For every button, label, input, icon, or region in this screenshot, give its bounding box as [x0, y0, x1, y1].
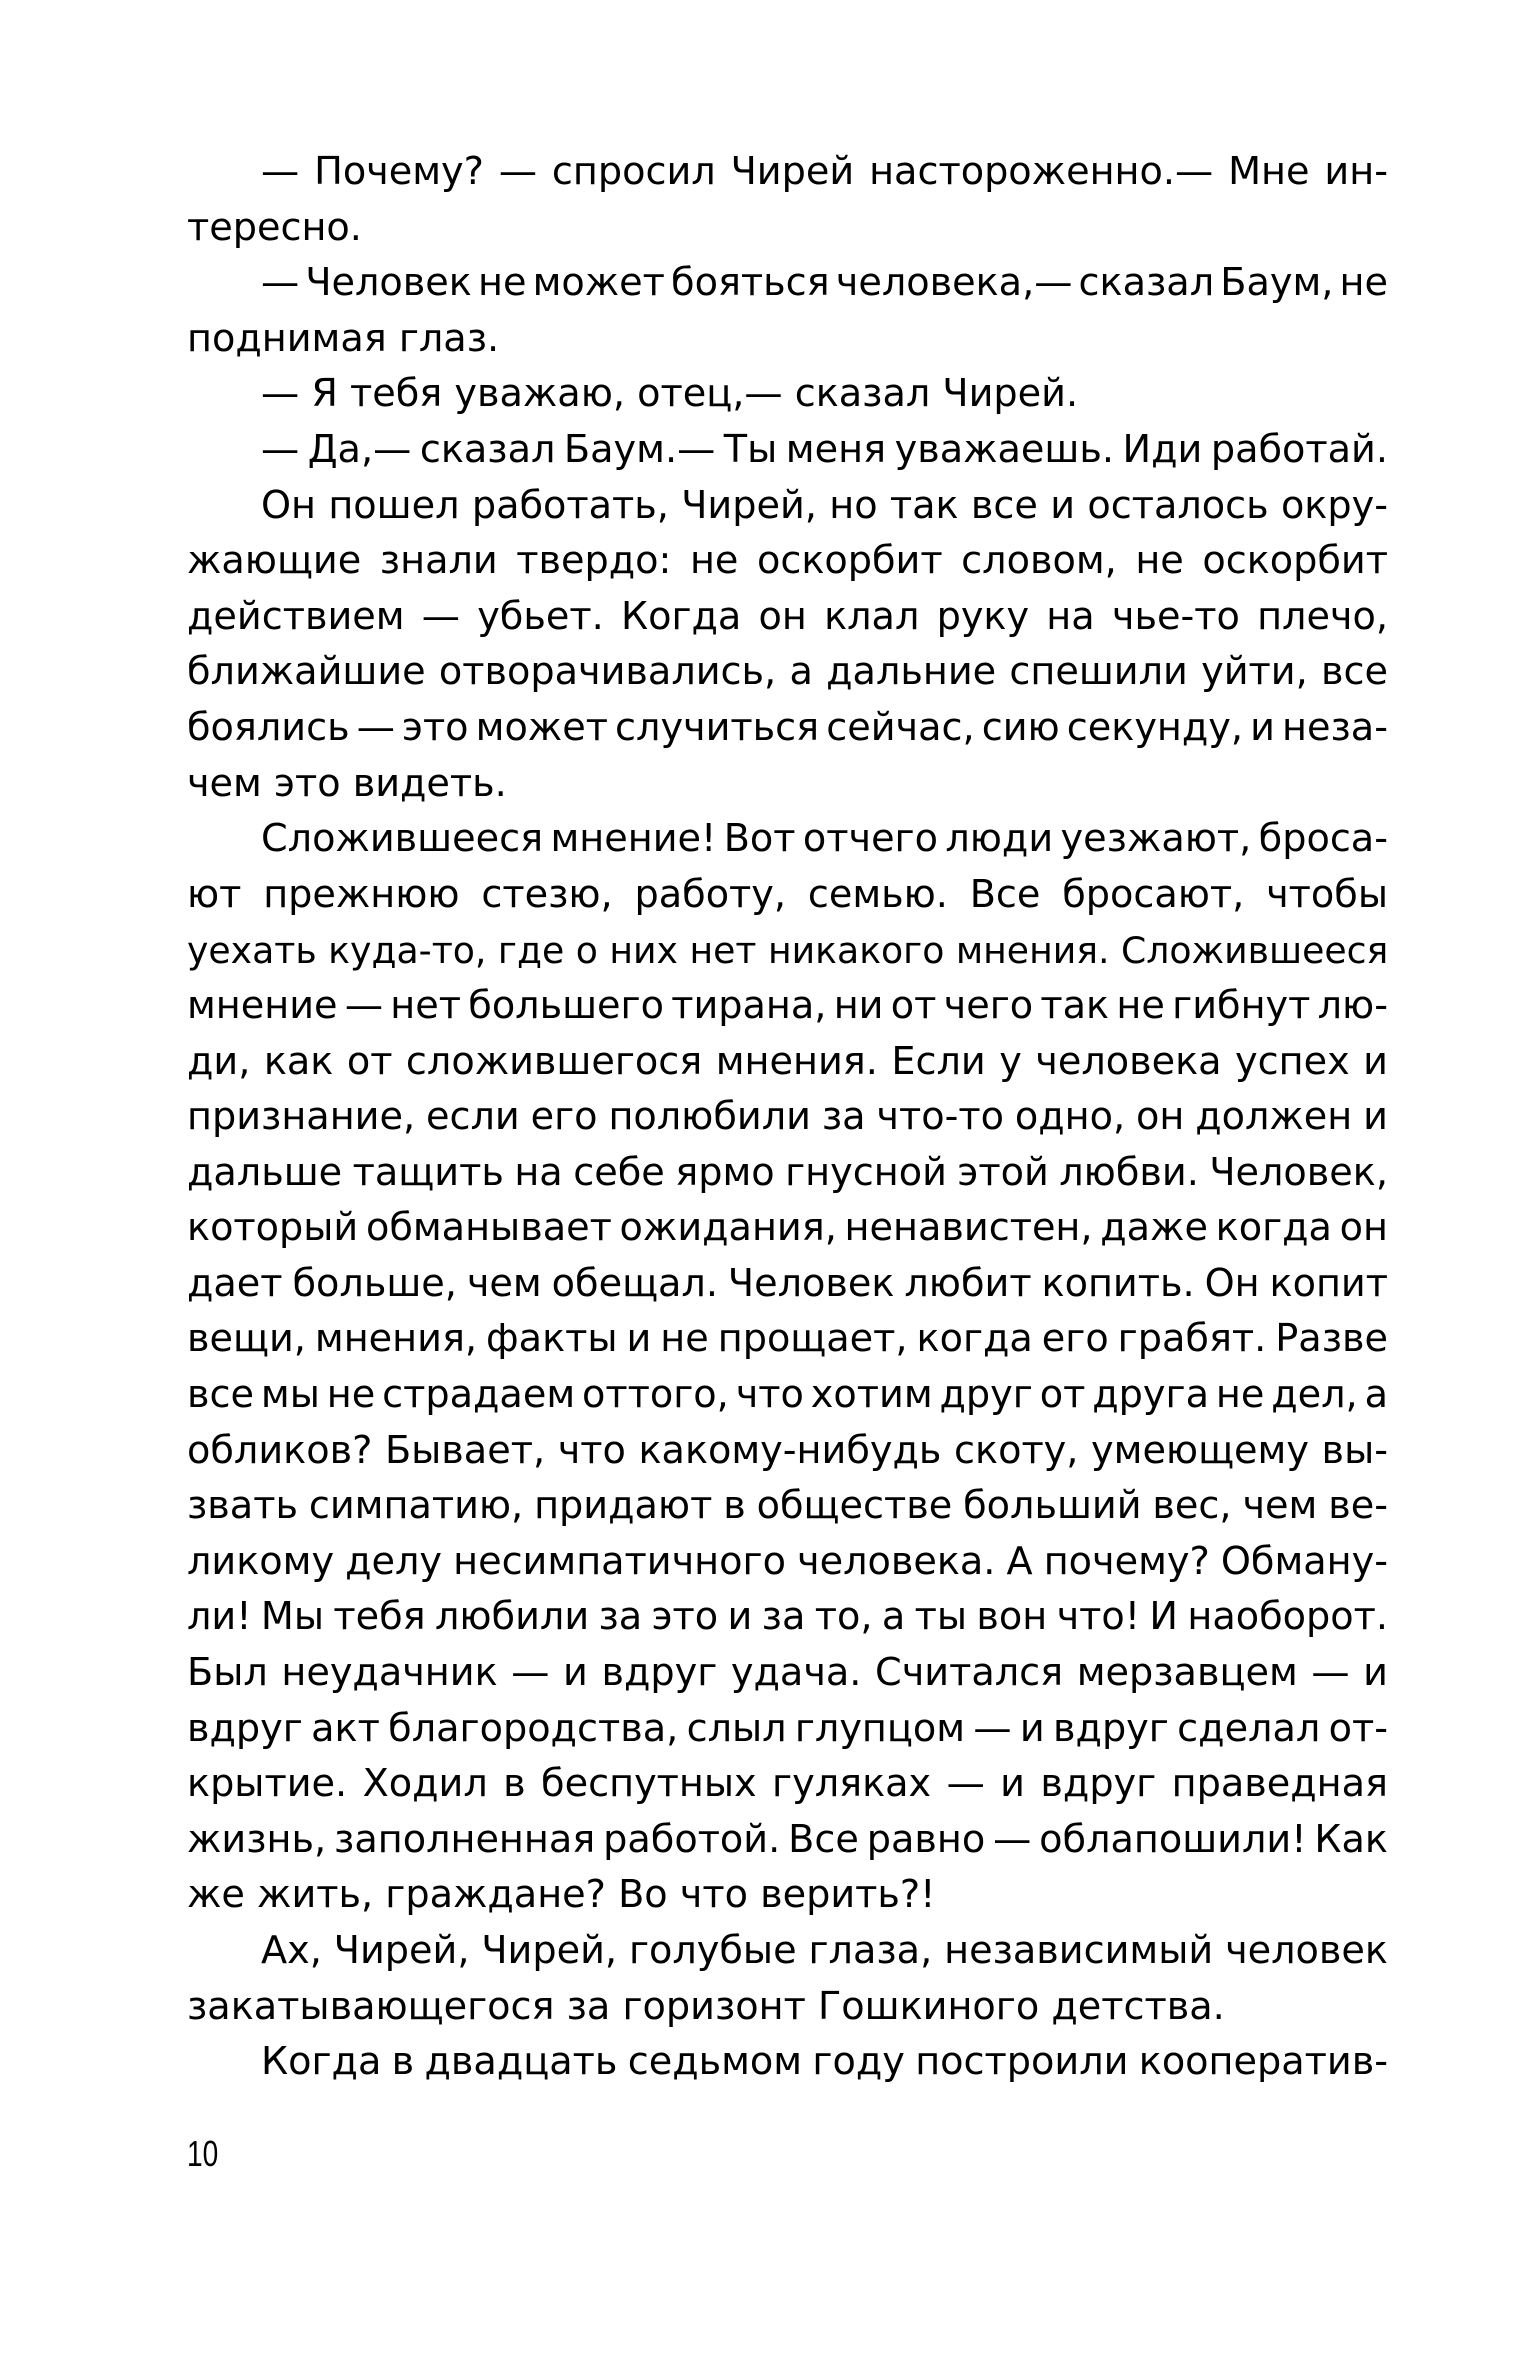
text-line: — Я тебя уважаю, отец,— сказал Чирей. [261, 372, 1079, 417]
text-line: Сложившееся мнение! Вот отчего люди уезжают, броса- [261, 817, 1388, 862]
page-body-text [187, 145, 1388, 2091]
text-line: все мы не страдаем оттого, что хотим друг от друга не дел, а [187, 1373, 1388, 1418]
text-line: — Человек не может бояться человека,— сказал Баум, не [261, 261, 1388, 306]
text-line: Ах, Чирей, Чирей, голубые глаза, независимый человек [261, 1929, 1388, 1973]
text-line: ют прежнюю стезю, работу, семью. Все бросают, чтобы [187, 872, 1388, 917]
text-line: чем это видеть. [187, 761, 507, 806]
text-line: дальше тащить на себе ярмо гнусной этой любви. Человек, [187, 1150, 1388, 1195]
text-line: ли! Мы тебя любили за это и за то, а ты вон что! И наоборот. [187, 1595, 1388, 1640]
text-line: обликов? Бывает, что какому-нибудь скоту, умеющему вы- [187, 1428, 1388, 1473]
text-line: жизнь, заполненная работой. Все равно — облапошили! Как [187, 1817, 1388, 1862]
text-line: поднимая глаз. [187, 316, 500, 361]
text-line: действием — убьет. Когда он клал руку на чье-то плечо, [187, 594, 1388, 639]
text-line: дает больше, чем обещал. Человек любит копить. Он копит [187, 1261, 1388, 1306]
text-line: тересно. [187, 205, 362, 250]
text-line: же жить, граждане? Во что верить?! [187, 1873, 936, 1918]
text-line: вдруг акт благородства, слыл глупцом — и вдруг сделал от- [187, 1706, 1388, 1751]
text-line: ближайшие отворачивались, а дальние спешили уйти, все [187, 650, 1388, 695]
text-line: который обманывает ожидания, ненавистен, даже когда он [187, 1206, 1388, 1251]
text-line: признание, если его полюбили за что-то одно, он должен и [187, 1095, 1388, 1140]
text-line: крытие. Ходил в беспутных гуляках — и вдруг праведная [187, 1762, 1388, 1807]
text-line: — Почему? — спросил Чирей настороженно.— Мне ин- [261, 150, 1388, 194]
text-line: закатывающегося за горизонт Гошкиного детства. [187, 1984, 1225, 2029]
text-line: ликому делу несимпатичного человека. А почему? Обману- [187, 1539, 1388, 1584]
text-line: звать симпатию, придают в обществе больший вес, чем ве- [187, 1484, 1388, 1529]
text-line: вещи, мнения, факты и не прощает, когда его грабят. Разве [187, 1317, 1388, 1362]
text-line: уехать куда-то, где о них нет никакого мнения. Сложившееся [187, 929, 1389, 973]
text-line: боялись — это может случиться сейчас, сию секунду, и неза- [187, 705, 1388, 750]
text-line: мнение — нет большего тирана, ни от чего так не гибнут лю- [187, 983, 1388, 1028]
text-line: Был неудачник — и вдруг удача. Считался мерзавцем — и [187, 1651, 1388, 1696]
text-line: Он пошел работать, Чирей, но так все и осталось окру- [261, 483, 1388, 528]
text-line: жающие знали твердо: не оскорбит словом, не оскорбит [187, 539, 1388, 584]
text-line: — Да,— сказал Баум.— Ты меня уважаешь. Иди работай. [261, 427, 1388, 472]
page-number: 10 [187, 2133, 219, 2174]
text-line: Когда в двадцать седьмом году построили кооператив- [261, 2040, 1388, 2085]
text-line: ди, как от сложившегося мнения. Если у человека успех и [187, 1039, 1388, 1084]
